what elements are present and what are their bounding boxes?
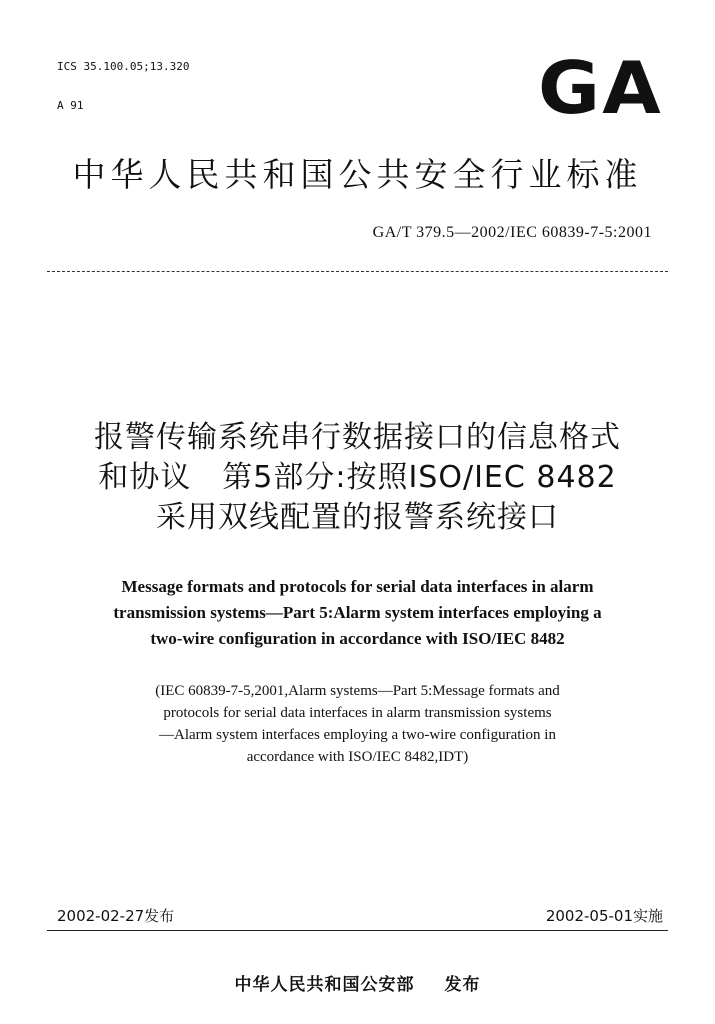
document-title-english (40, 574, 675, 652)
title-zh-line-2: 和协议 第5部分:按照ISO/IEC 8482 (98, 460, 617, 495)
effective-date: 2002-05-01实施 (545, 907, 663, 925)
publisher-name: 中华人民共和国公安部 (234, 975, 415, 995)
standard-title: 中华人民共和国公共安全行业标准 (72, 155, 643, 194)
equivalence-reference (60, 680, 655, 768)
title-zh-line-3: 采用双线配置的报警系统接口 (156, 500, 559, 535)
ics-classification (57, 34, 189, 125)
reference-line-1: (IEC 60839-7-5,2001,Alarm systems—Part 5:Message formats and (155, 683, 560, 699)
title-en-line-2: transmission systems—Part 5:Alarm system interfaces employing a (113, 603, 602, 622)
document-title-chinese (0, 418, 715, 538)
header-divider (47, 271, 668, 272)
ccs-code: A 91 (57, 99, 84, 112)
ga-logo: GA (538, 46, 663, 130)
publisher (0, 970, 715, 995)
standard-number: GA/T 379.5—2002/IEC 60839-7-5:2001 (372, 224, 652, 241)
reference-line-3: —Alarm system interfaces employing a two-wire configuration in (159, 727, 556, 743)
footer-divider (47, 930, 668, 931)
title-en-line-1: Message formats and protocols for serial data interfaces in alarm (121, 577, 594, 596)
publisher-action: 发布 (444, 975, 481, 995)
reference-line-4: accordance with ISO/IEC 8482,IDT) (246, 749, 469, 765)
title-zh-line-1: 报警传输系统串行数据接口的信息格式 (94, 420, 621, 455)
ics-code: ICS 35.100.05;13.320 (57, 60, 190, 73)
reference-line-2: protocols for serial data interfaces in alarm transmission systems (163, 705, 552, 721)
title-en-line-3: two-wire configuration in accordance with ISO/IEC 8482 (150, 629, 565, 648)
issue-date: 2002-02-27发布 (57, 907, 175, 925)
